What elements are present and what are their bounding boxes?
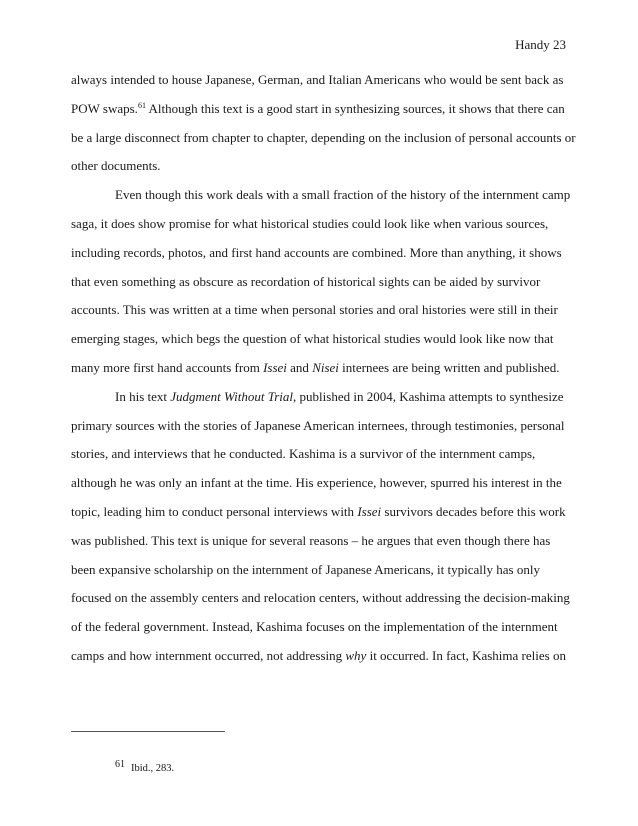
italic-term: Issei — [357, 503, 382, 519]
text-line: many more first hand accounts from Issei and Nisei internees are being written and published. — [71, 359, 560, 375]
text-line: been expansive scholarship on the internment of Japanese Americans, it typically has only — [71, 561, 540, 577]
text-line: be a large disconnect from chapter to chapter, depending on the inclusion of personal accounts or — [71, 129, 576, 145]
text-line: although he was only an infant at the time. His experience, however, spurred his interest in the — [71, 475, 562, 491]
footnote — [115, 759, 175, 774]
text-line: saga, it does show promise for what historical studies could look like when various sources, — [71, 215, 549, 231]
italic-term: Issei — [263, 359, 287, 375]
text-line: POW swaps.$^{61}$ Although this text is a good start in synthesizing sources, it shows that there can — [71, 100, 565, 116]
text-line: was published. This text is unique for several reasons – he argues that even though there has — [71, 532, 551, 548]
body-text — [71, 66, 576, 671]
text-line: emerging stages, which begs the question of what historical studies would look like now that — [71, 331, 554, 347]
italic-term: Nisei — [312, 359, 339, 375]
footnote-ref: 61 — [137, 100, 146, 110]
book-title: Judgment Without Trial — [170, 388, 294, 404]
footnote-text: Ibid., 283. — [131, 763, 175, 774]
text-line: that even something as obscure as recordation of historical sights can be aided by survivor — [71, 273, 541, 289]
text-line: including records, photos, and first hand accounts are combined. More than anything, it shows — [71, 244, 562, 260]
running-head: Handy 23 — [515, 37, 566, 52]
italic-emphasis: why — [345, 647, 367, 663]
paragraph-start: Even though this work deals with a small fraction of the history of the internment camp — [115, 187, 571, 203]
paragraph-start: In his text Judgment Without Trial, published in 2004, Kashima attempts to synthesize — [115, 388, 564, 404]
text-line: accounts. This was written at a time when personal stories and oral histories were still in their — [71, 302, 558, 318]
text-line: primary sources with the stories of Japanese American internees, through testimonies, personal — [71, 417, 565, 433]
text-line: topic, leading him to conduct personal interviews with Issei survivors decades before this work — [71, 503, 566, 519]
text-line: focused on the assembly centers and relocation centers, without addressing the decision-making — [71, 590, 570, 606]
footnote-number: 61 — [115, 759, 125, 770]
text-line: other documents. — [71, 158, 161, 174]
text-line: stories, and interviews that he conducted. Kashima is a survivor of the internment camps, — [71, 446, 536, 462]
text-line: of the federal government. Instead, Kashima focuses on the implementation of the internment — [71, 619, 558, 635]
text-line: camps and how internment occurred, not addressing why it occurred. In fact, Kashima relies on — [71, 647, 566, 663]
footnote-separator — [71, 731, 225, 732]
text-line: always intended to house Japanese, German, and Italian Americans who would be sent back as — [71, 72, 564, 87]
